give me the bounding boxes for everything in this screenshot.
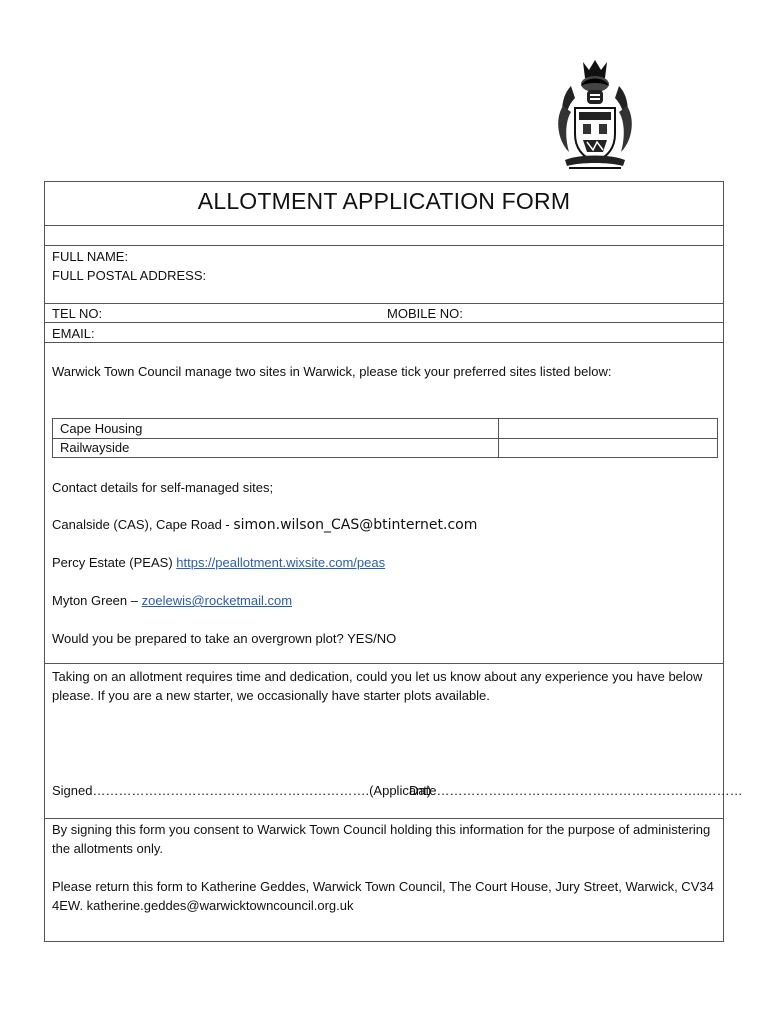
percy-line [52,553,385,572]
overgrown-question: Would you be prepared to take an overgrown plot? YES/NO [52,631,397,646]
divider [45,303,723,304]
myton-link[interactable]: zoelewis@rocketmail.com [141,593,293,608]
date-line[interactable]: Date……………………………………………………..……… [409,783,743,798]
return-instructions: Please return this form to Katherine Geddes, Warwick Town Council, The Court House, Jury Street, Warwick, CV34 4EW. katherine.geddes@warwicktowncouncil.org.uk [52,879,714,913]
form-title: ALLOTMENT APPLICATION FORM [197,188,571,214]
divider [45,225,723,226]
self-managed-heading: Contact details for self-managed sites; [52,480,274,495]
divider [45,245,723,246]
experience-text: Taking on an allotment requires time and dedication, could you let us know about any experience you have below please. If you are a new starter, we occasionally have starter plots available. [52,669,703,703]
myton-label: Myton Green – [52,593,142,608]
site-name-cape-housing: Cape Housing [53,419,499,438]
percy-label: Percy Estate (PEAS) [52,555,177,570]
signed-line[interactable]: Signed……………………………………………………….(Applicant) [52,783,432,798]
canalside-label: Canalside (CAS), Cape Road - [52,517,234,532]
divider [45,818,723,819]
myton-line [52,591,292,610]
mobile-label: MOBILE NO: [387,306,463,321]
sites-intro: Warwick Town Council manage two sites in Warwick, please tick your preferred sites listed below: [52,364,612,379]
site-tick-cape-housing[interactable] [499,419,717,438]
divider [45,342,723,343]
sites-table [52,418,718,458]
divider [45,663,723,664]
email-label: EMAIL: [52,326,95,341]
coat-of-arms-icon [553,56,637,176]
site-name-railwayside: Railwayside [53,438,499,457]
tel-label: TEL NO: [52,306,103,321]
consent-text: By signing this form you consent to Warwick Town Council holding this information for the purpose of administering the allotments only. [52,822,711,856]
percy-link[interactable]: https://peallotment.wixsite.com/peas [176,555,386,570]
divider [45,322,723,323]
canalside-line [52,515,477,535]
postal-address-label: FULL POSTAL ADDRESS: [52,268,207,283]
canalside-email: simon.wilson_CAS@btinternet.com [233,517,478,533]
application-form [44,181,743,942]
full-name-label: FULL NAME: [52,249,129,264]
site-tick-railwayside[interactable] [499,438,717,457]
